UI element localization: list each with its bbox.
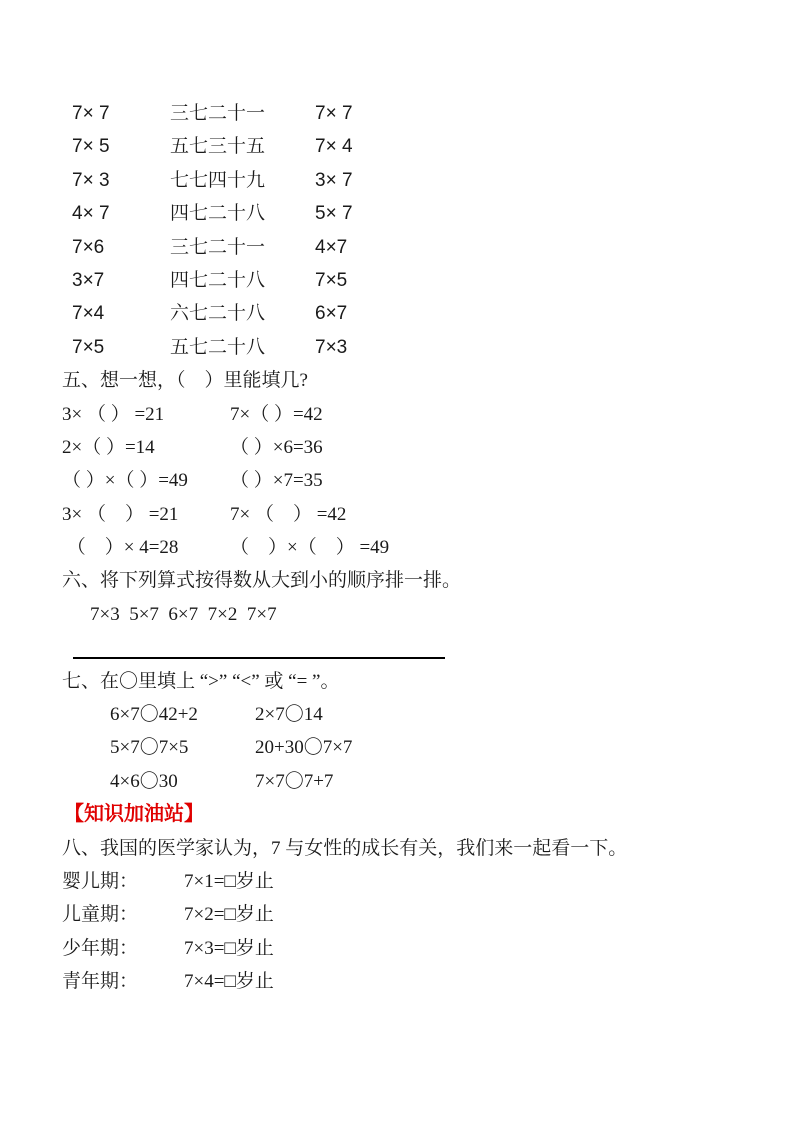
match-row — [72, 331, 753, 364]
section-six — [62, 564, 753, 631]
equation: 3× （ ） =21 — [62, 403, 165, 425]
age-stage-row — [62, 898, 753, 931]
match-row — [72, 97, 753, 130]
equation: 7×（ ）=42 — [230, 403, 323, 425]
knowledge-station-heading: 【知识加油站】 — [64, 803, 204, 826]
match-rhyme-text: 三七二十一 — [170, 103, 266, 124]
equation: （ ）×7=35 — [230, 470, 323, 492]
equation: 2×（ ）=14 — [62, 436, 155, 458]
match-right-expression: 6×7 — [315, 303, 348, 325]
match-rhyme-text: 三七二十一 — [170, 236, 266, 258]
section-eight-intro: 八、我国的医学家认为，7 与女性的成长有关，我们来一起看一下。 — [62, 837, 628, 859]
match-left-expression: 7× 5 — [72, 136, 110, 158]
match-right-expression: 3× 7 — [315, 169, 353, 191]
match-row — [72, 130, 753, 163]
section-six-title: 六、将下列算式按得数从大到小的顺序排一排。 — [62, 570, 462, 592]
comparison-expression: 2×7〇14 — [255, 704, 323, 726]
age-stage-row — [62, 965, 753, 998]
section-seven-title: 七、在〇里填上 “>” “<” 或 “= ”。 — [62, 670, 340, 692]
match-left-expression: 7× 7 — [72, 103, 110, 124]
age-stage-label: 婴儿期： — [62, 870, 139, 892]
age-stage-row — [62, 932, 753, 965]
match-rhyme-text: 七七四十九 — [170, 169, 266, 191]
divider-line — [73, 657, 445, 659]
age-stage-equation: 7×1=□岁止 — [184, 870, 274, 892]
match-rhyme-text: 六七二十八 — [170, 303, 266, 325]
section-five-title: 五、想一想，（ ）里能填几? — [62, 370, 308, 392]
comparison-expression: 6×7〇42+2 — [110, 704, 198, 726]
section-five — [62, 364, 753, 564]
match-left-expression: 3×7 — [72, 269, 105, 291]
equation: 3× （ ） =21 — [62, 503, 179, 525]
age-stage-equation: 7×2=□岁止 — [184, 904, 274, 926]
match-rhyme-text: 五七二十八 — [170, 336, 266, 358]
match-row — [72, 264, 753, 297]
match-left-expression: 7×5 — [72, 336, 105, 358]
separator-spacer — [62, 631, 753, 664]
expressions-to-order: 7×3 5×7 6×7 7×2 7×7 — [90, 603, 277, 625]
fill-blank-row — [62, 531, 753, 564]
matching-exercise — [62, 97, 753, 364]
match-right-expression: 7×5 — [315, 269, 348, 291]
match-row — [72, 231, 753, 264]
match-left-expression: 4× 7 — [72, 203, 110, 225]
equation: （ ）×6=36 — [230, 436, 323, 458]
equation: （ ）×（ ） =49 — [230, 537, 390, 559]
fill-blank-row — [62, 498, 753, 531]
comparison-expression: 20+30〇7×7 — [255, 737, 353, 759]
match-row — [72, 297, 753, 330]
compare-row — [110, 698, 753, 731]
fill-blank-row — [62, 398, 753, 431]
compare-row — [110, 731, 753, 764]
section-eight — [62, 832, 753, 999]
equation: （ ）× 4=28 — [62, 537, 179, 559]
equation: （ ）×（ ）=49 — [62, 470, 188, 492]
match-left-expression: 7×4 — [72, 303, 105, 325]
comparison-expression: 4×6〇30 — [110, 770, 178, 792]
match-right-expression: 7× 4 — [315, 136, 353, 158]
match-left-expression: 7×6 — [72, 236, 105, 258]
match-right-expression: 5× 7 — [315, 203, 353, 225]
match-right-expression: 7×3 — [315, 336, 348, 358]
match-right-expression: 4×7 — [315, 236, 348, 258]
age-stage-equation: 7×4=□岁止 — [184, 971, 274, 993]
age-stage-label: 儿童期： — [62, 904, 139, 926]
section-seven — [62, 665, 753, 799]
match-rhyme-text: 五七三十五 — [170, 136, 266, 158]
fill-blank-row — [62, 464, 753, 497]
age-stage-row — [62, 865, 753, 898]
comparison-expression: 5×7〇7×5 — [110, 737, 189, 759]
match-row — [72, 197, 753, 230]
match-right-expression: 7× 7 — [315, 103, 353, 124]
match-rhyme-text: 四七二十八 — [170, 203, 266, 225]
match-left-expression: 7× 3 — [72, 169, 110, 191]
age-stage-label: 少年期： — [62, 937, 139, 959]
fill-blank-row — [62, 431, 753, 464]
match-row — [72, 164, 753, 197]
age-stage-label: 青年期： — [62, 971, 139, 993]
compare-row — [110, 765, 753, 798]
comparison-expression: 7×7〇7+7 — [255, 770, 334, 792]
match-rhyme-text: 四七二十八 — [170, 269, 266, 291]
age-stage-equation: 7×3=□岁止 — [184, 937, 274, 959]
equation: 7× （ ） =42 — [230, 503, 347, 525]
